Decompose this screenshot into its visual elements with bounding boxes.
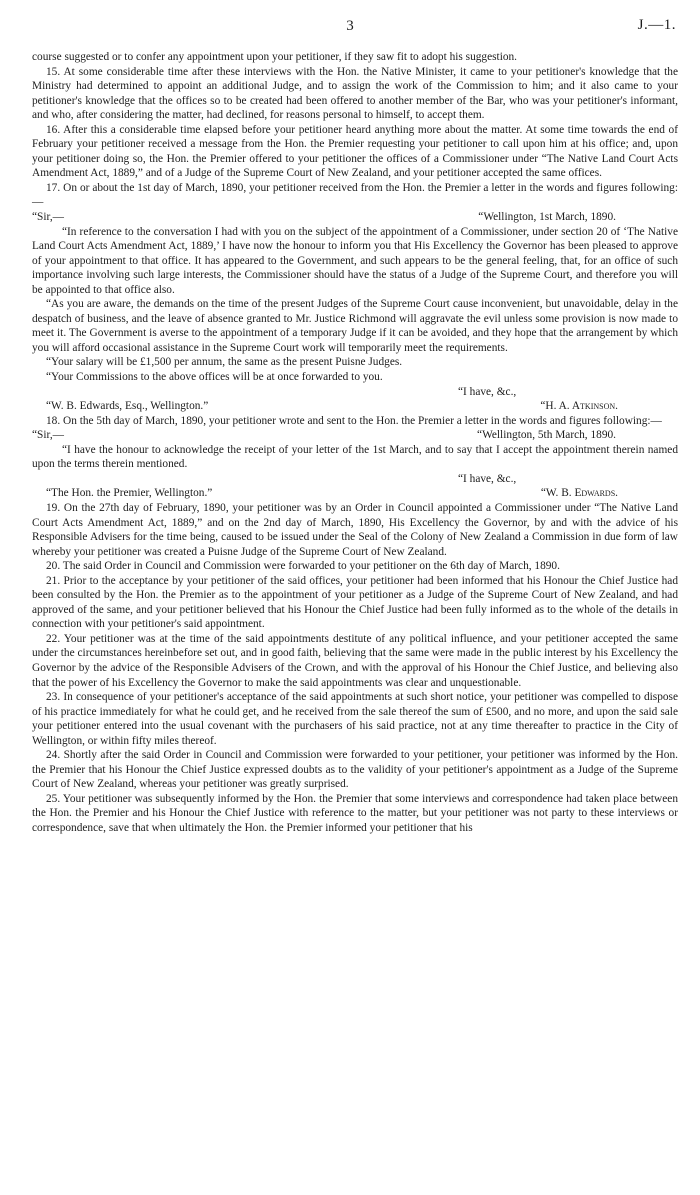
paragraph-21: 21. Prior to the acceptance by your petitioner of the said offices, your petitioner had been informed that his Honour the Chief Justice had been consulted by the Hon. the Premier as to the appointment of your petitioner as a Judge of the Supreme Court of New Zealand, and had approved of the same, and your petitioner believed that his Honour the Chief Justice had been fully informed as to the whole of the details in connection with your petitioner's said appointment. xyxy=(32,574,678,631)
letter-2-heading xyxy=(32,428,678,443)
letter-1-paragraph: “In reference to the conversation I had with you on the subject of the appointment of a Commissioner, under section 20 of ‘The Native Land Court Acts Amendment Act, 1889,’ I have now the honour to inform you that His Excellency the Governor has been pleased to approve of your appointment to that office. It has appeared to the Government, and such appears to be the general feeling, that, for an office of such importance involving such large interests, the Commissioner should have the status of a Judge of the Supreme Court, and therefore you will be appointed to that office also. xyxy=(32,225,678,296)
paragraph-16: 16. After this a considerable time elapsed before your petitioner heard anything more about the matter. At some time towards the end of February your petitioner received a message from the Hon. the Premier requesting your petitioner to call upon him at his office; and, upon your petitioner doing so, the Hon. the Premier offered to your petitioner the offices of a Commissioner under “The Native Land Court Acts Amendment Act, 1889,” and of a Judge of the Supreme Court of New Zealand, and your petitioner accepted the same offices. xyxy=(32,123,678,180)
paragraph-24: 24. Shortly after the said Order in Council and Commission were forwarded to your petitioner, your petitioner was informed by the Hon. the Premier that his Honour the Chief Justice expressed doubts as to the validity of your petitioner's appointment as a Judge of the Supreme Court of New Zealand, whereas your petitioner was greatly surprised. xyxy=(32,749,678,791)
letter-1-paragraph: “As you are aware, the demands on the time of the present Judges of the Supreme Court cause inconvenient, but unavoidable, delay in the despatch of business, and the leave of absence granted to Mr. Justice Richmond will aggravate the evil unless some provision is now made to meet it. The Government is averse to the appointment of a temporary Judge if it can be avoided, and they hope that the arrangement by which you will afford occasional assistance in the Supreme Court work will temporarily meet the requirements. xyxy=(32,298,678,354)
letter-1-place-date: “Wellington, 1st March, 1890. xyxy=(478,211,616,224)
letter-1-heading xyxy=(32,210,678,225)
letter-2-footer xyxy=(32,486,678,501)
letter-2-closing: “I have, &c., xyxy=(458,472,517,485)
page-number: 3 xyxy=(346,18,354,34)
paragraph-23: 23. In consequence of your petitioner's acceptance of the said appointments at such short notice, your petitioner was compelled to dispose of his practice immediately for what he could get, and he received from the sale thereof the sum of £500, and no more, and upon the said sale your petitioner entered into the usual covenant with the purchasers of his said practice, not at any time thereafter to practice in the City of Wellington, or within fifty miles thereof. xyxy=(32,691,678,747)
paragraph-18: 18. On the 5th day of March, 1890, your petitioner wrote and sent to the Hon. the Premier a letter in the words and figures following:— xyxy=(46,414,662,427)
paragraph-20: 20. The said Order in Council and Commission were forwarded to your petitioner on the 6th day of March, 1890. xyxy=(46,560,560,573)
letter-1-paragraph: “Your salary will be £1,500 per annum, the same as the present Puisne Judges. xyxy=(46,356,403,369)
letter-1-salutation: “Sir,— xyxy=(32,211,64,224)
letter-1-paragraph: “Your Commissions to the above offices will be at once forwarded to you. xyxy=(46,371,383,384)
letter-1-closing: “I have, &c., xyxy=(458,385,517,398)
page-reference: J.—1. xyxy=(637,17,676,33)
letter-2-salutation: “Sir,— xyxy=(32,429,64,442)
letter-2-addressee: “The Hon. the Premier, Wellington.” xyxy=(46,487,213,500)
paragraph-22: 22. Your petitioner was at the time of the said appointments destitute of any political influence, and your petitioner accepted the same under the circumstances hereinbefore set out, and in good faith, believing that the same were made in the public interest by his Excellency the Governor by the advice of the Responsible Advisers of the Crown, and with the approval of his Honour the Chief Justice, and believing also that the power of his Excellency the Governor to make the said appointments was clear and unquestionable. xyxy=(32,632,678,689)
letter-2-paragraph: “I have the honour to acknowledge the receipt of your letter of the 1st March, and to say that I accept the appointment therein named upon the terms therein mentioned. xyxy=(32,443,678,471)
paragraph-25: 25. Your petitioner was subsequently informed by the Hon. the Premier that some interviews and correspondence had taken place between the Hon. the Premier and his Honour the Chief Justice with reference to the matter, but your petitioner was not party to these interviews or correspondence, save that when ultimately the Hon. the Premier informed your petitioner that his xyxy=(32,792,678,834)
letter-2-place-date: “Wellington, 5th March, 1890. xyxy=(477,429,616,442)
paragraph-15: 15. At some considerable time after these interviews with the Hon. the Native Minister, it came to your petitioner's knowledge that the Ministry had determined to appoint an additional Judge, and to assign the work of the Commission to him; and it also came to your petitioner's knowledge that the offices so to be created had been offered to another member of the Bar, who was your petitioner's informant, and who, after considering the matter, had declined, for reasons personal to himself, to accept them. xyxy=(32,65,678,122)
letter-1-addressee: “W. B. Edwards, Esq., Wellington.” xyxy=(46,400,209,413)
letter-1-footer xyxy=(32,399,678,414)
paragraph-continued: course suggested or to confer any appointment upon your petitioner, if they saw fit to adopt his suggestion. xyxy=(32,51,518,63)
letter-1-signature: “H. A. Atkinson. xyxy=(540,400,618,413)
letter-2-signature: “W. B. Edwards. xyxy=(540,487,618,500)
paragraph-19: 19. On the 27th day of February, 1890, your petitioner was by an Order in Council appointed a Commissioner under “The Native Land Court Acts Amendment Act, 1889,” and on the 2nd day of March, 1890, His Excellency the Governor, by and with the advice of his Responsible Advisers for the time being, caused to be issued under the Seal of the Colony of New Zealand a Commission in due form of law whereby your petitioner was created a Puisne Judge of the Supreme Court of New Zealand. xyxy=(32,501,678,558)
paragraph-17: 17. On or about the 1st day of March, 1890, your petitioner received from the Hon. the Premier a letter in the words and figures following:— xyxy=(32,181,678,209)
document-body xyxy=(32,50,678,836)
